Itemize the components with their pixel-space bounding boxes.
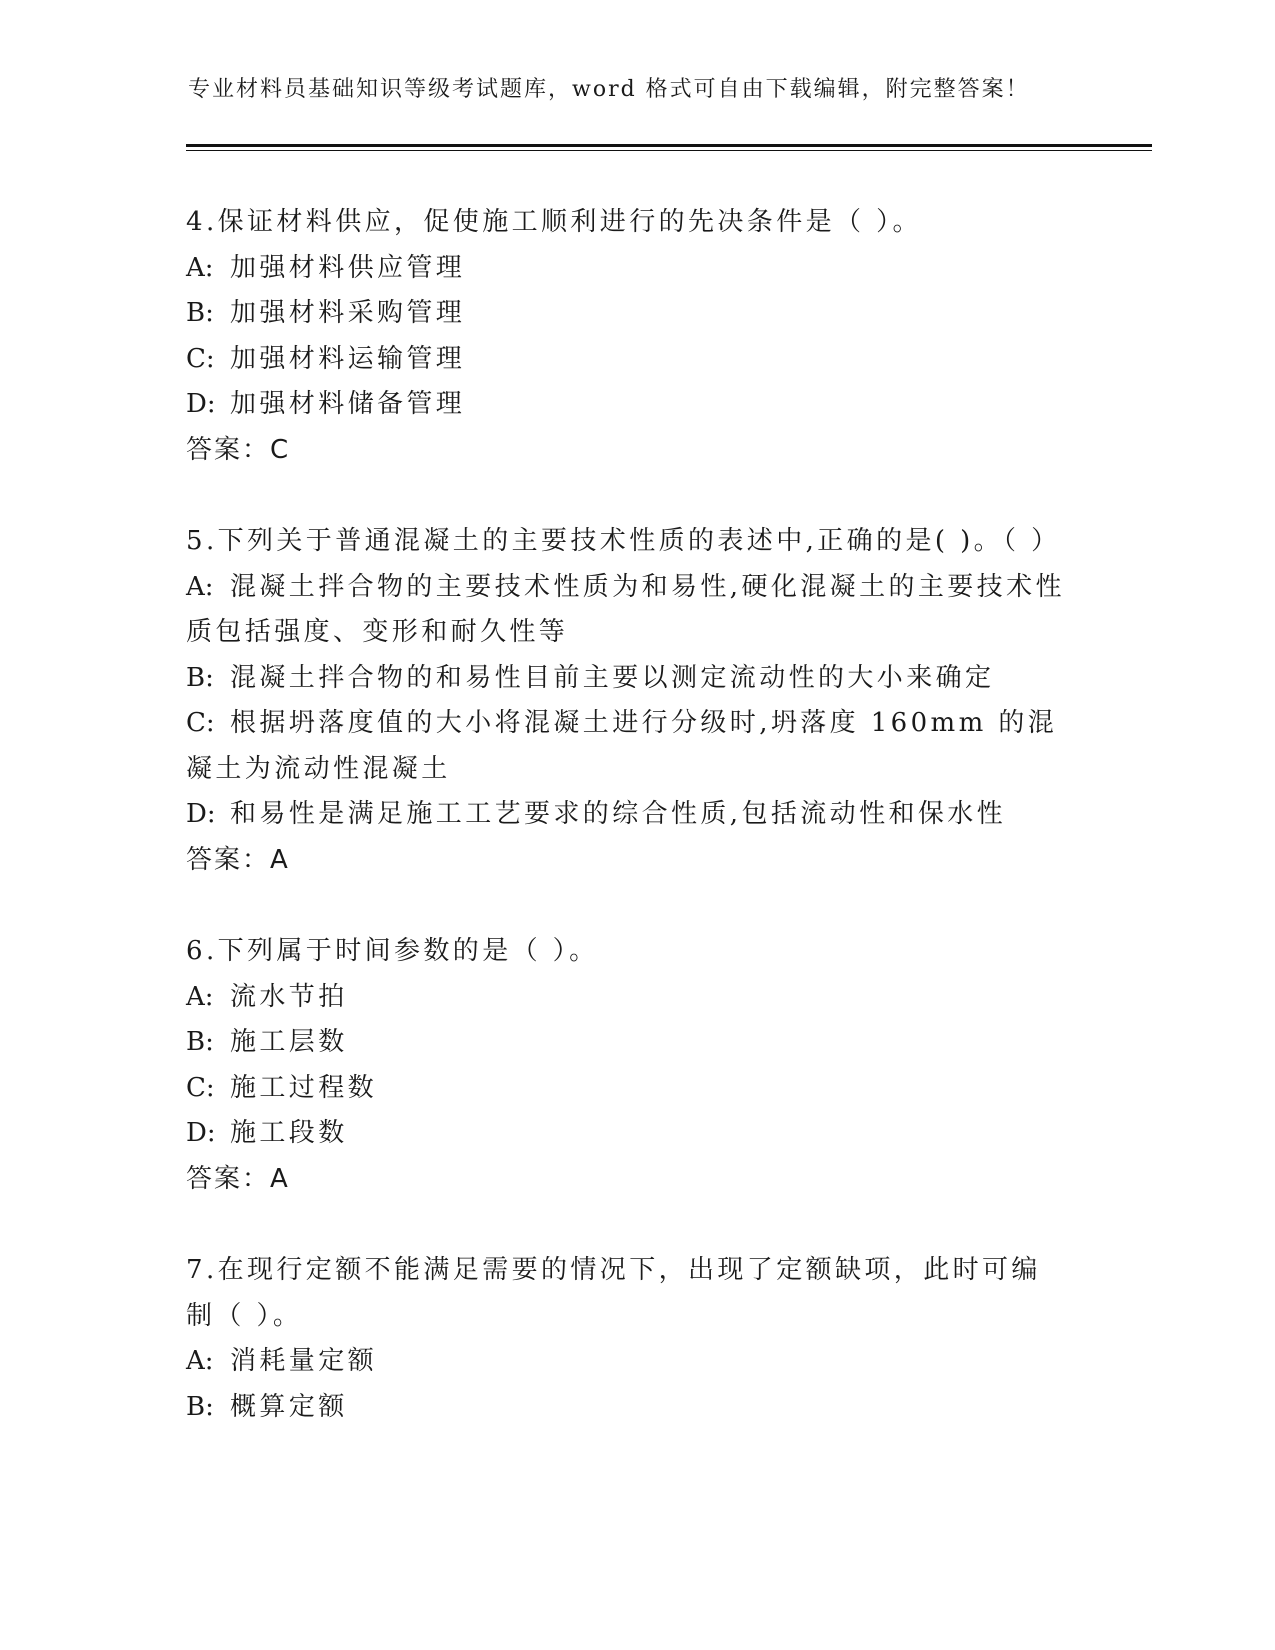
option-letter: A: xyxy=(186,571,214,602)
option-a xyxy=(186,975,1066,1021)
option-text: 加强材料储备管理 xyxy=(230,389,466,419)
option-text: 施工层数 xyxy=(230,1027,348,1057)
option-letter: D: xyxy=(186,389,216,419)
question-4 xyxy=(186,200,1066,473)
option-c xyxy=(186,1066,1066,1112)
option-letter: D: xyxy=(186,799,216,829)
option-text: 根据坍落度值的大小将混凝土进行分级时,坍落度 160mm 的混凝土为流动性混凝土 xyxy=(186,708,1058,784)
option-text: 和易性是满足施工工艺要求的综合性质,包括流动性和保水性 xyxy=(230,799,1007,829)
option-letter: A: xyxy=(186,1346,214,1376)
option-letter: D: xyxy=(186,1118,216,1148)
option-letter: C: xyxy=(186,708,215,738)
option-c xyxy=(186,337,1066,383)
option-a xyxy=(186,1339,1066,1385)
header-divider xyxy=(186,144,1152,147)
option-d xyxy=(186,792,1066,838)
option-letter: B: xyxy=(186,1391,214,1422)
option-text: 消耗量定额 xyxy=(230,1346,378,1376)
option-b xyxy=(186,1020,1066,1066)
option-c xyxy=(186,701,1066,792)
question-text: 7.在现行定额不能满足需要的情况下，出现了定额缺项，此时可编制（ ）。 xyxy=(186,1255,1041,1331)
option-text: 加强材料采购管理 xyxy=(230,298,466,328)
question-6 xyxy=(186,929,1066,1202)
question-list xyxy=(186,200,1066,1476)
option-text: 流水节拍 xyxy=(230,981,348,1012)
option-d xyxy=(186,1111,1066,1157)
option-letter: B: xyxy=(186,298,214,328)
option-text: 概算定额 xyxy=(230,1391,348,1422)
option-letter: B: xyxy=(186,662,214,693)
option-letter: C: xyxy=(186,1072,215,1103)
option-text: 混凝土拌合物的主要技术性质为和易性,硬化混凝土的主要技术性质包括强度、变形和耐久性等 xyxy=(186,571,1065,647)
option-a xyxy=(186,246,1066,292)
option-letter: C: xyxy=(186,343,215,374)
option-letter: A: xyxy=(186,252,214,283)
option-letter: B: xyxy=(186,1027,214,1057)
question-text: 4.保证材料供应，促使施工顺利进行的先决条件是（ ）。 xyxy=(186,207,922,237)
page-header-text: 专业材料员基础知识等级考试题库，word 格式可自由下载编辑，附完整答案！ xyxy=(188,77,1030,102)
answer-text: 答案：A xyxy=(186,1163,290,1194)
question-5 xyxy=(186,519,1066,883)
option-text: 施工段数 xyxy=(230,1118,348,1148)
option-a xyxy=(186,565,1066,656)
answer-text: 答案：A xyxy=(186,844,290,875)
answer-text: 答案：C xyxy=(186,434,291,465)
option-text: 混凝土拌合物的和易性目前主要以测定流动性的大小来确定 xyxy=(230,662,995,693)
option-d xyxy=(186,382,1066,428)
question-text: 6.下列属于时间参数的是（ ）。 xyxy=(186,936,599,966)
option-b xyxy=(186,656,1066,702)
question-7 xyxy=(186,1248,1066,1430)
option-b xyxy=(186,291,1066,337)
option-text: 加强材料运输管理 xyxy=(230,343,466,374)
option-text: 施工过程数 xyxy=(230,1072,378,1103)
option-b xyxy=(186,1385,1066,1431)
option-text: 加强材料供应管理 xyxy=(230,252,466,283)
option-letter: A: xyxy=(186,981,214,1012)
question-text: 5.下列关于普通混凝土的主要技术性质的表述中,正确的是( )。（ ） xyxy=(186,526,1061,556)
